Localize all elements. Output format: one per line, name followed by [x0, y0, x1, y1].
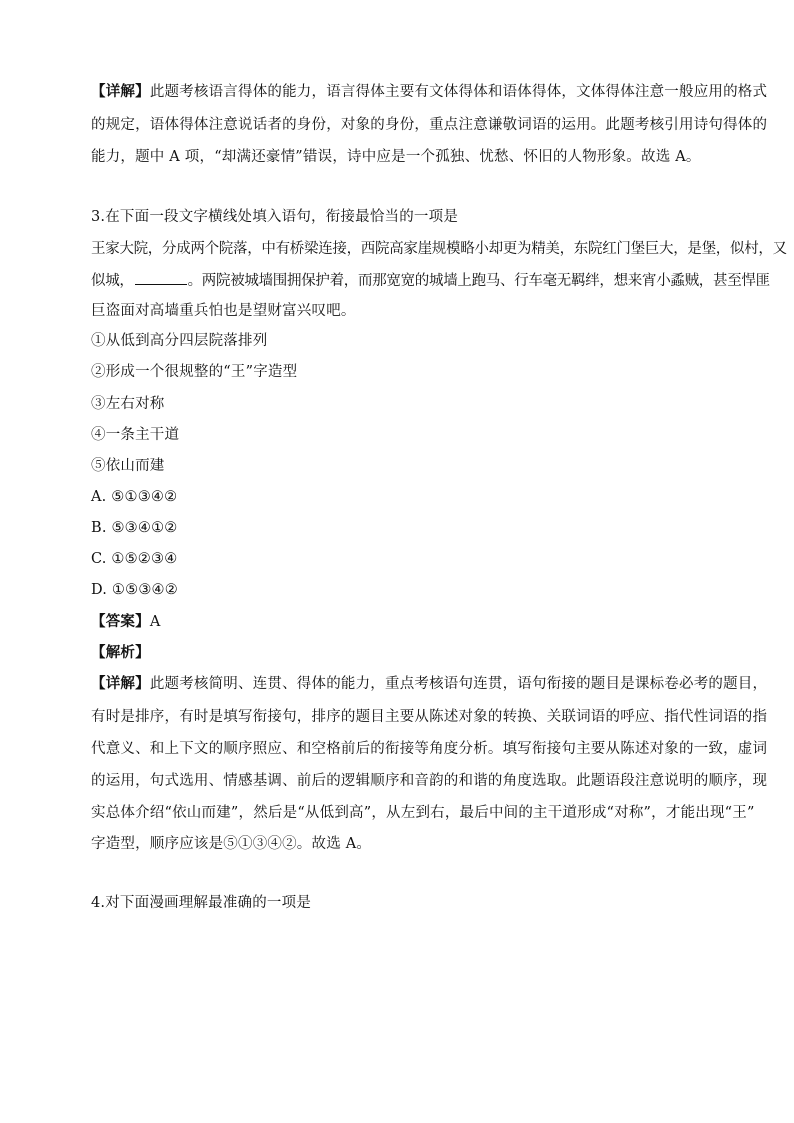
q3-option-a: A. ⑤①③④② — [91, 489, 178, 505]
q3-detail-line-3: 代意义、和上下文的顺序照应、和空格前后的衔接等角度分析。填写衔接句主要从陈述对象的一致，虚词 — [91, 741, 768, 757]
q2-detail-tag: 【详解】 — [91, 83, 150, 100]
q3-detail-line-5: 实总体介绍“依山而建”，然后是“从低到高”，从左到右，最后中间的主干道形成“对称”，才能出现“王” — [91, 805, 755, 821]
q3-detail-text-1: 此题考核简明、连贯、得体的能力，重点考核语句连贯，语句衔接的题目是课标卷必考的题目， — [149, 676, 768, 692]
q3-passage-after-blank: 。两院被城墙围拥保护着，而那宽宽的城墙上跑马、行车毫无羁绊，想来宵小蟊贼，甚至悍匪 — [187, 273, 770, 289]
q3-option-d: D. ①⑤③④② — [91, 582, 178, 598]
q3-option-b: B. ⑤③④①② — [91, 520, 178, 536]
q3-detail-line-2: 有时是排序，有时是填写衔接句，排序的题目主要从陈述对象的转换、关联词语的呼应、指代性词语的指 — [91, 709, 768, 725]
q3-detail-tag: 【详解】 — [91, 675, 150, 692]
q2-detail-text-1: 此题考核语言得体的能力，语言得体主要有文体得体和语体得体，文体得体注意一般应用的格式 — [149, 84, 768, 100]
q3-item-5: ⑤依山而建 — [91, 458, 165, 474]
q3-item-1: ①从低到高分四层院落排列 — [91, 333, 268, 349]
q3-passage-line-1: 王家大院，分成两个院落，中有桥梁连接，西院高家崖规模略小却更为精美，东院红门堡巨大，是堡，似村，又 — [91, 241, 787, 257]
q3-item-2: ②形成一个很规整的“王”字造型 — [91, 364, 298, 380]
q2-detail-line-2: 的规定，语体得体注意说话者的身份，对象的身份，重点注意谦敬词语的运用。此题考核引用诗句得体的 — [91, 117, 768, 133]
q4-stem: 4.对下面漫画理解最准确的一项是 — [91, 895, 312, 911]
q2-detail-line-1 — [91, 82, 768, 102]
q2-detail-line-3: 能力，题中 A 项，“却满还豪情”错误，诗中应是一个孤独、忧愁、怀旧的人物形象。故选 A。 — [91, 149, 701, 165]
q3-item-4: ④一条主干道 — [91, 427, 180, 443]
q3-passage-line-2 — [91, 270, 770, 291]
q3-detail-line-6: 字造型，顺序应该是⑤①③④②。故选 A。 — [91, 836, 372, 852]
q3-item-3: ③左右对称 — [91, 396, 165, 412]
q3-detail-line-4: 的运用，句式选用、情感基调、前后的逻辑顺序和音韵的和谐的角度选取。此题语段注意说明的顺序，现 — [91, 773, 768, 789]
q3-passage-line-3: 巨盗面对高墙重兵怕也是望财富兴叹吧。 — [91, 303, 356, 319]
q3-answer — [91, 612, 160, 632]
q3-analysis-label: 【解析】 — [91, 644, 150, 661]
q3-answer-value: A — [149, 614, 161, 630]
fill-in-blank — [135, 270, 187, 285]
q3-detail-line-1 — [91, 674, 768, 694]
q3-option-c: C. ①⑤②③④ — [91, 551, 178, 567]
q3-analysis-tag — [91, 643, 150, 663]
q3-answer-tag: 【答案】 — [91, 613, 150, 630]
q3-stem: 3.在下面一段文字横线处填入语句，衔接最恰当的一项是 — [91, 209, 459, 225]
q3-passage-before-blank: 似城， — [91, 273, 134, 289]
